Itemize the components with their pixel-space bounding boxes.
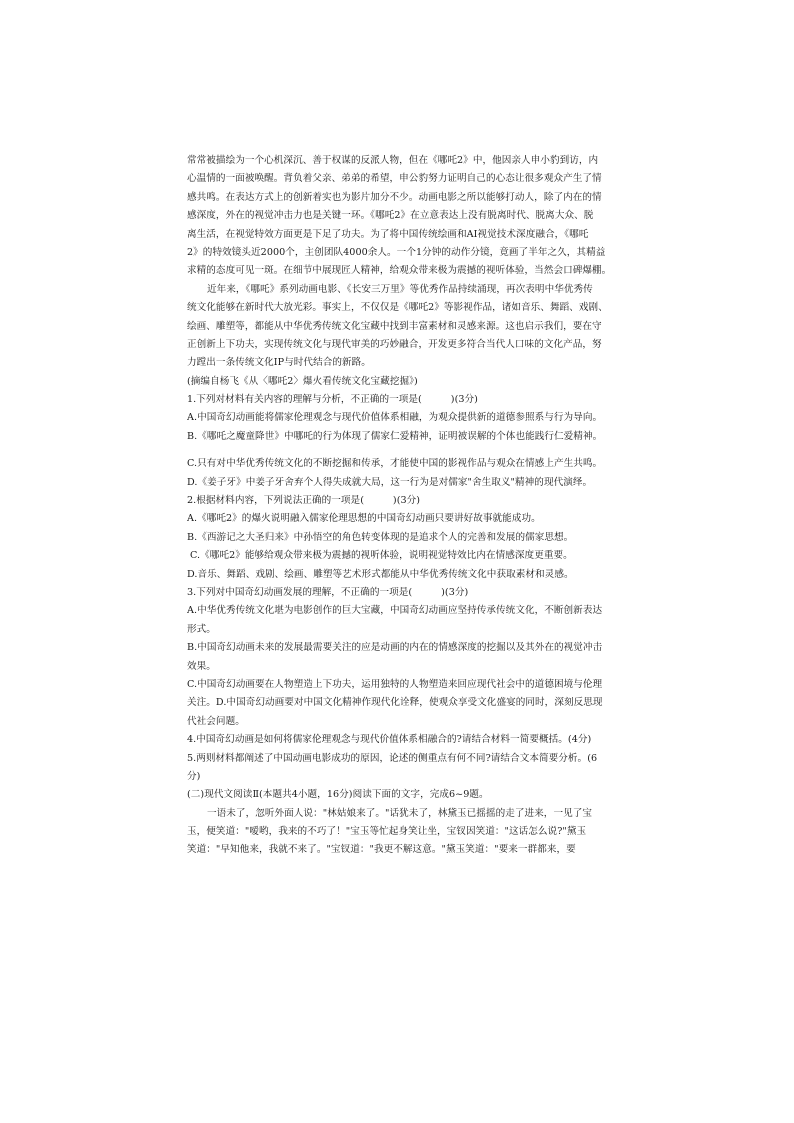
- question-2: 2.根据材料内容，下列说法正确的一项是( )(3分): [187, 495, 421, 507]
- text-line: 常常被描绘为一个心机深沉、善于权谋的反派人物，但在《哪吒2》中，他因亲人申小豹到访，内: [187, 155, 599, 166]
- section-heading: (二)现代文阅读Ⅱ(本题共4小题，16分)阅读下面的文字，完成6~9题。: [187, 789, 489, 801]
- question-5: 5.两则材料都阐述了中国动画电影成功的原因，论述的侧重点有何不同?请结合文本简要分析。(6: [187, 752, 598, 764]
- paragraph-start: 一语未了，忽听外面人说："林姑娘来了。"话犹未了，林黛玉已摇摇的走了进来，一见了宝: [207, 807, 593, 819]
- question-1: 1.下列对材料有关内容的理解与分析，不正确的一项是( )(3分): [187, 394, 478, 406]
- question-4: 4.中国奇幻动画是如何将儒家伦理观念与现代价值体系相融合的?请结合材料一简要概括。(4分): [187, 734, 592, 746]
- text-line: 求精的态度可见一斑。在细节中展现匠人精神，给观众带来极为震撼的视听体验，当然会口碑爆棚。: [187, 265, 612, 277]
- option-a: A.中国奇幻动画能将儒家伦理观念与现代价值体系相融，为观众提供新的道德参照系与行为导向。: [187, 412, 603, 424]
- option-c: C.只有对中华优秀传统文化的不断挖掘和传承，才能使中国的影视作品与观众在情感上产生共鸣。: [187, 458, 603, 470]
- option-b: B.《哪吒之魔童降世》中哪吒的行为体现了儒家仁爱精神，证明被误解的个体也能践行仁爱精神。: [187, 430, 603, 442]
- text-line: 代社会问题。: [187, 715, 245, 727]
- text-line: 分): [187, 770, 201, 782]
- text-line: 力蹚出一条传统文化IP与时代结合的新路。: [187, 357, 371, 369]
- option-a: A.中华优秀传统文化堪为电影创作的巨大宝藏，中国奇幻动画应坚持传承传统文化，不断创新表达: [187, 605, 603, 617]
- text-line: 玉，便笑道："嗳哟，我来的不巧了！"宝玉等忙起身笑让坐，宝钗因笑道："这话怎么说?"黛玉: [187, 826, 587, 838]
- source-citation: (摘编自杨飞《从〈哪吒2〉爆火看传统文化宝藏挖掘》): [187, 375, 418, 387]
- text-line: 统文化能够在新时代大放光彩。事实上，不仅仅是《哪吒2》等影视作品，诸如音乐、舞蹈、戏剧、: [187, 302, 608, 314]
- option-d: D.音乐、舞蹈、戏剧、绘画、雕塑等艺术形式都能从中华优秀传统文化中获取素材和灵感。: [187, 568, 574, 580]
- option-b: B.《西游记之大圣归来》中孙悟空的角色转变体现的是追求个人的完善和发展的儒家思想。: [187, 531, 574, 543]
- text-line: 形式。: [187, 623, 216, 635]
- text-line: 离生活，在视觉特效方面更是下足了功夫。为了将中国传统绘画和AI视觉技术深度融合，《哪吒: [187, 228, 589, 240]
- option-c: C.中国奇幻动画要在人物塑造上下功夫，运用独特的人物塑造来回应现代社会中的道德困境与伦理: [187, 678, 603, 690]
- text-column: [187, 152, 612, 860]
- text-line: 2》的特效镜头近2000个，主创团队4000余人。一个1分钟的动作分镜，竟画了半年之久，其精益: [187, 246, 606, 258]
- option-d: D.《姜子牙》中姜子牙舍弃个人得失成就大局，这一行为是对儒家"舍生取义"精神的现代演绎。: [187, 476, 593, 488]
- question-3: 3.下列对中国奇幻动画发展的理解，不正确的一项是( )(3分): [187, 586, 469, 598]
- option-c: C.《哪吒2》能够给观众带来极为震撼的视听体验，说明视觉特效比内在情感深度更重要。: [190, 550, 573, 562]
- text-line: 感深度，外在的视觉冲击力也是关键一环。《哪吒2》在立意表达上没有脱离时代、脱离大众、脱: [187, 210, 594, 222]
- option-a: A.《哪吒2》的爆火说明融入儒家伦理思想的中国奇幻动画只要讲好故事就能成功。: [187, 513, 541, 525]
- text-line: 笑道："早知他来，我就不来了。"宝钗道："我更不解这意。"黛玉笑道："要来一群都来，要: [187, 844, 576, 856]
- option-d: 关注。D.中国奇幻动画要对中国文化精神作现代化诠释，使观众享受文化盛宴的同时，深刻反思现: [187, 697, 603, 709]
- text-line: 绘画、雕塑等，都能从中华优秀传统文化宝藏中找到丰富素材和灵感来源。这也启示我们，要在守: [187, 320, 602, 332]
- text-line: 效果。: [187, 660, 216, 672]
- option-b: B.中国奇幻动画未来的发展最需要关注的应是动画的内在的情感深度的挖掘以及其外在的视觉冲击: [187, 642, 603, 654]
- text-line: 感共鸣。在表达方式上的创新着实也为影片加分不少。动画电影之所以能够打动人，除了内在的情: [187, 191, 602, 203]
- text-line: 心温情的一面被唤醒。背负着父亲、弟弟的希望，申公豹努力证明自己的心态让很多观众产生了情: [187, 173, 602, 185]
- text-line: 正创新上下功夫，实现传统文化与现代审美的巧妙融合，开发更多符合当代人口味的文化产品，努: [187, 338, 602, 350]
- paragraph-start: 近年来，《哪吒》系列动画电影、《长安三万里》等优秀作品持续涌现，再次表明中华优秀传: [207, 283, 593, 295]
